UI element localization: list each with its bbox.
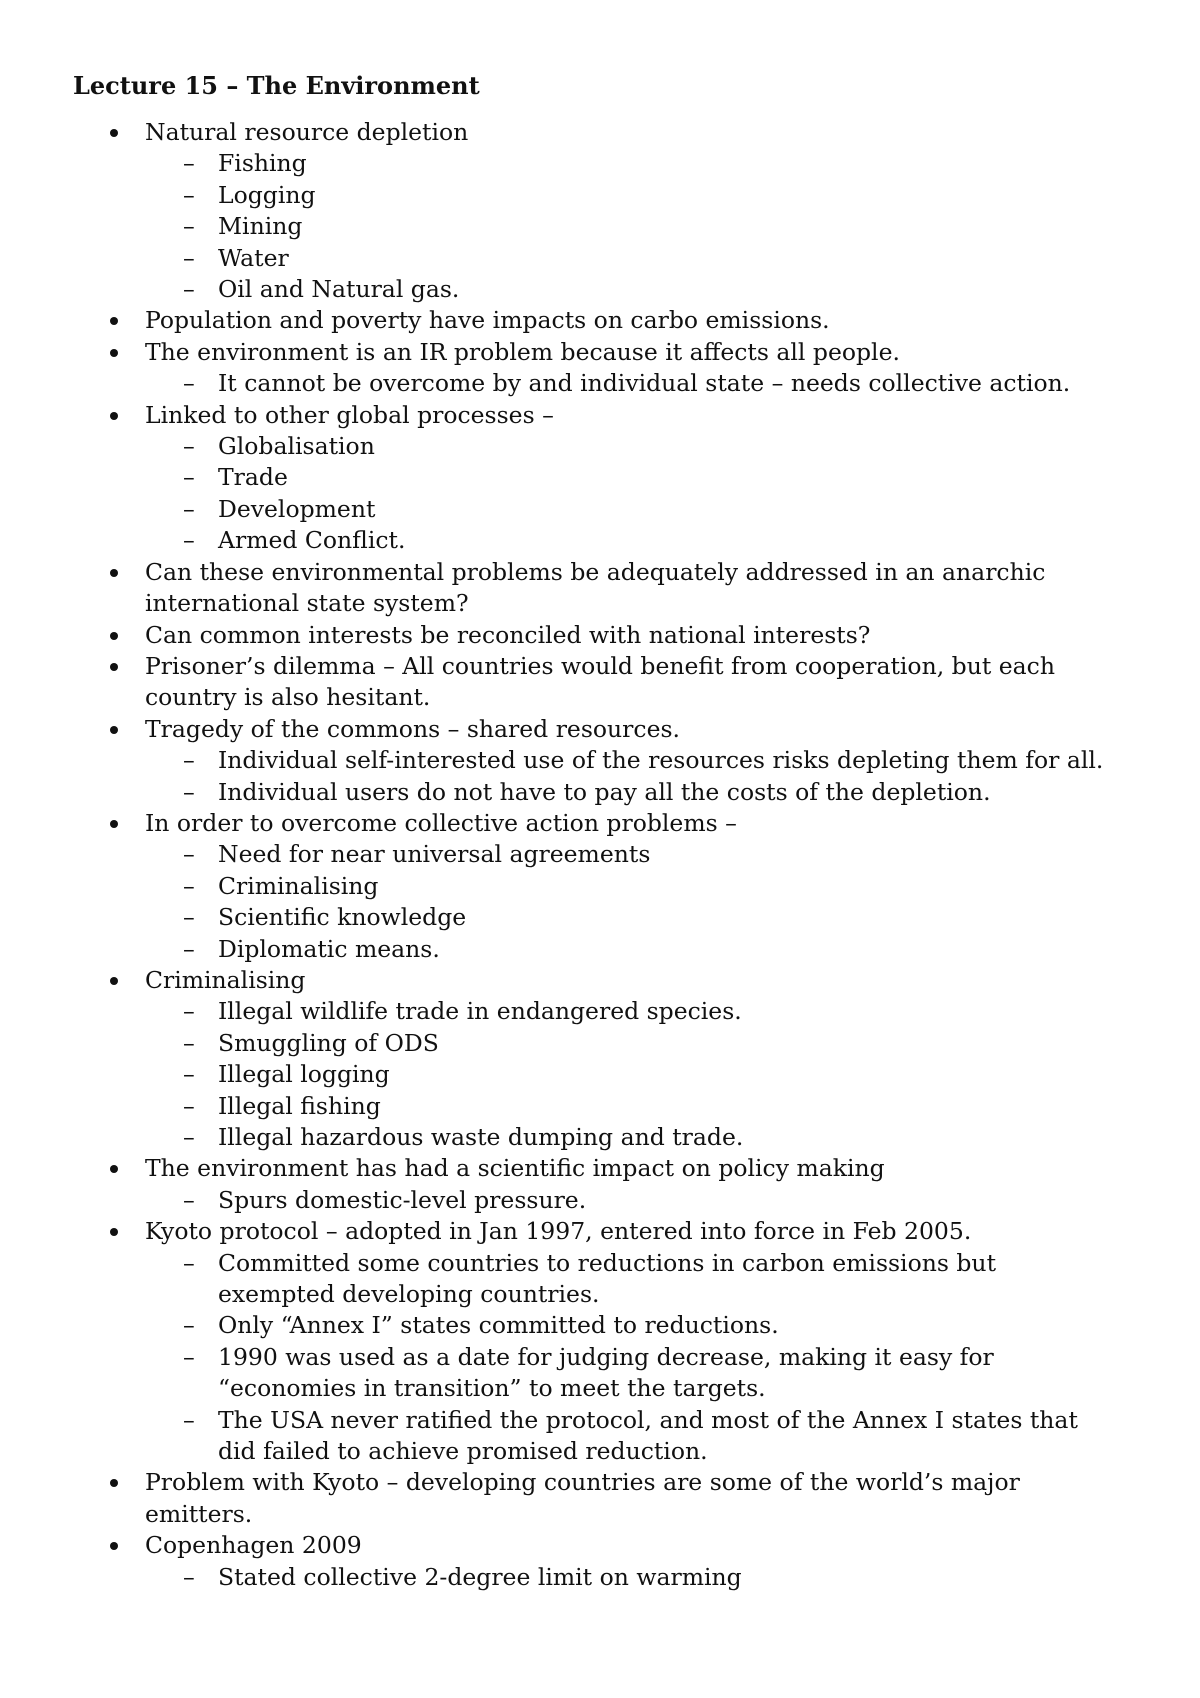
- bullet-dot-icon: [110, 820, 118, 828]
- bullet-item: [0, 620, 1200, 651]
- sub-item: [183, 1342, 1120, 1405]
- dash-icon: –: [183, 934, 195, 963]
- sub-item: [183, 777, 1120, 808]
- sub-item-text: 1990 was used as a date for judging decrease, making it easy for “economies in transition” to meet the targets.: [218, 1342, 994, 1403]
- sub-item-text: Illegal wildlife trade in endangered species.: [218, 997, 742, 1026]
- sub-item-text: Individual users do not have to pay all the costs of the depletion.: [218, 777, 991, 806]
- dash-icon: –: [183, 1405, 195, 1434]
- bullet-text: Linked to other global processes –: [145, 400, 554, 429]
- bullet-text: Kyoto protocol – adopted in Jan 1997, entered into force in Feb 2005.: [145, 1217, 972, 1246]
- bullet-text: Prisoner’s dilemma – All countries would benefit from cooperation, but each country is also hesitant.: [145, 651, 1055, 712]
- dash-icon: –: [183, 494, 195, 523]
- bullet-dot-icon: [110, 1542, 118, 1550]
- sub-item: [183, 745, 1120, 776]
- sub-item-text: Illegal fishing: [218, 1091, 381, 1120]
- sub-list: [145, 148, 1120, 305]
- bullet-item: [0, 117, 1200, 305]
- bullet-text: Population and poverty have impacts on carbo emissions.: [145, 306, 830, 335]
- bullet-text: Can common interests be reconciled with national interests?: [145, 620, 871, 649]
- dash-icon: –: [183, 432, 195, 461]
- bullet-dot-icon: [110, 977, 118, 985]
- bullet-item: [0, 1467, 1200, 1530]
- sub-item-text: Smuggling of ODS: [218, 1028, 439, 1057]
- sub-item: [183, 1091, 1120, 1122]
- sub-item-text: Criminalising: [218, 871, 379, 900]
- dash-icon: –: [183, 871, 195, 900]
- sub-item: [183, 525, 1120, 556]
- bullet-dot-icon: [110, 1479, 118, 1487]
- sub-item: [183, 1185, 1120, 1216]
- sub-item: [183, 1562, 1120, 1593]
- sub-list: [145, 745, 1120, 808]
- sub-item-text: Spurs domestic-level pressure.: [218, 1185, 587, 1214]
- sub-item-text: Globalisation: [218, 432, 375, 461]
- bullet-list: [0, 117, 1200, 1593]
- bullet-dot-icon: [110, 412, 118, 420]
- bullet-text: Copenhagen 2009: [145, 1531, 362, 1560]
- bullet-item: [0, 557, 1200, 620]
- sub-item-text: Stated collective 2-degree limit on warming: [218, 1562, 742, 1591]
- dash-icon: –: [183, 463, 195, 492]
- sub-item-text: Illegal hazardous waste dumping and trade.: [218, 1123, 744, 1151]
- dash-icon: –: [183, 1028, 195, 1057]
- sub-item-text: Oil and Natural gas.: [218, 275, 460, 304]
- sub-item: [183, 1028, 1120, 1059]
- sub-item: [183, 211, 1120, 242]
- dash-icon: –: [183, 1060, 195, 1089]
- bullet-item: [0, 337, 1200, 400]
- sub-item: [183, 1059, 1120, 1090]
- bullet-dot-icon: [110, 632, 118, 640]
- sub-item-text: Armed Conflict.: [218, 526, 406, 555]
- sub-item: [183, 902, 1120, 933]
- sub-item: [183, 1122, 1120, 1153]
- bullet-item: [0, 1530, 1200, 1593]
- bullet-dot-icon: [110, 726, 118, 734]
- bullet-item: [0, 305, 1200, 336]
- sub-item: [183, 431, 1120, 462]
- sub-item: [183, 996, 1120, 1027]
- dash-icon: –: [183, 526, 195, 555]
- sub-item-text: Committed some countries to reductions in carbon emissions but exempted developing countries.: [218, 1248, 997, 1309]
- sub-item: [183, 1248, 1120, 1311]
- sub-item: [183, 1405, 1120, 1468]
- dash-icon: –: [183, 1562, 195, 1591]
- sub-item: [183, 243, 1120, 274]
- dash-icon: –: [183, 903, 195, 932]
- sub-list: [145, 431, 1120, 557]
- bullet-text: In order to overcome collective action problems –: [145, 808, 737, 837]
- sub-item: [183, 148, 1120, 179]
- bullet-text: Tragedy of the commons – shared resources.: [145, 714, 681, 743]
- sub-item: [183, 871, 1120, 902]
- bullet-item: [0, 400, 1200, 557]
- sub-list: [145, 1185, 1120, 1216]
- sub-item-text: Mining: [218, 212, 303, 241]
- dash-icon: –: [183, 840, 195, 869]
- sub-item-text: Individual self-interested use of the resources risks depleting them for all.: [218, 746, 1104, 775]
- bullet-dot-icon: [110, 1228, 118, 1236]
- bullet-text: The environment has had a scientific impact on policy making: [145, 1154, 885, 1183]
- dash-icon: –: [183, 1185, 195, 1214]
- sub-item-text: Fishing: [218, 149, 307, 178]
- sub-item-text: Logging: [218, 180, 316, 209]
- sub-list: [145, 839, 1120, 965]
- dash-icon: –: [183, 777, 195, 806]
- dash-icon: –: [183, 997, 195, 1026]
- dash-icon: –: [183, 212, 195, 241]
- bullet-dot-icon: [110, 569, 118, 577]
- sub-list: [145, 996, 1120, 1153]
- sub-item-text: Diplomatic means.: [218, 934, 440, 963]
- dash-icon: –: [183, 1123, 195, 1151]
- sub-item-text: Development: [218, 494, 376, 523]
- bullet-text: Can these environmental problems be adequately addressed in an anarchic international state system?: [145, 557, 1046, 618]
- dash-icon: –: [183, 149, 195, 178]
- bullet-dot-icon: [110, 663, 118, 671]
- sub-item: [183, 1310, 1120, 1341]
- dash-icon: –: [183, 275, 195, 304]
- bullet-item: [0, 651, 1200, 714]
- sub-list: [145, 368, 1120, 399]
- bullet-dot-icon: [110, 1165, 118, 1173]
- dash-icon: –: [183, 243, 195, 272]
- sub-item-text: Trade: [218, 463, 288, 492]
- sub-item: [183, 274, 1120, 305]
- sub-item-text: Only “Annex I” states committed to reductions.: [218, 1311, 779, 1340]
- bullet-dot-icon: [110, 317, 118, 325]
- sub-item-text: Scientific knowledge: [218, 903, 467, 932]
- sub-item-text: Water: [218, 243, 289, 272]
- sub-item: [183, 180, 1120, 211]
- sub-item: [183, 934, 1120, 965]
- sub-item-text: The USA never ratified the protocol, and most of the Annex I states that did failed to achieve promised reduction.: [218, 1405, 1078, 1466]
- sub-list: [145, 1562, 1120, 1593]
- bullet-item: [0, 965, 1200, 1153]
- sub-item-text: Illegal logging: [218, 1060, 390, 1089]
- bullet-item: [0, 1153, 1200, 1216]
- sub-item-text: It cannot be overcome by and individual state – needs collective action.: [218, 369, 1071, 398]
- dash-icon: –: [183, 746, 195, 775]
- dash-icon: –: [183, 1311, 195, 1340]
- sub-item: [183, 839, 1120, 870]
- dash-icon: –: [183, 180, 195, 209]
- lecture-title: Lecture 15 – The Environment: [73, 71, 480, 100]
- bullet-dot-icon: [110, 349, 118, 357]
- dash-icon: –: [183, 1342, 195, 1371]
- sub-item-text: Need for near universal agreements: [218, 840, 651, 869]
- bullet-text: Criminalising: [145, 965, 306, 994]
- sub-item: [183, 494, 1120, 525]
- sub-item: [183, 462, 1120, 493]
- dash-icon: –: [183, 1091, 195, 1120]
- bullet-text: Natural resource depletion: [145, 118, 469, 146]
- bullet-item: [0, 1216, 1200, 1467]
- bullet-item: [0, 714, 1200, 808]
- dash-icon: –: [183, 369, 195, 398]
- sub-list: [145, 1248, 1120, 1468]
- bullet-text: The environment is an IR problem because it affects all people.: [145, 337, 900, 366]
- dash-icon: –: [183, 1248, 195, 1277]
- sub-item: [183, 368, 1120, 399]
- bullet-dot-icon: [110, 129, 118, 137]
- bullet-item: [0, 808, 1200, 965]
- bullet-text: Problem with Kyoto – developing countries are some of the world’s major emitters.: [145, 1468, 1020, 1528]
